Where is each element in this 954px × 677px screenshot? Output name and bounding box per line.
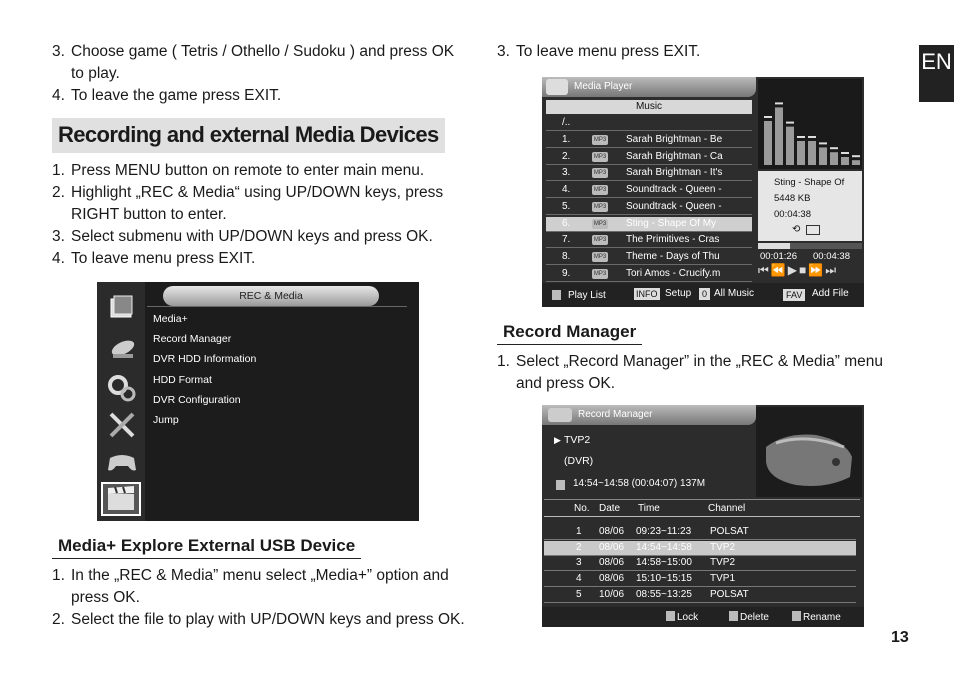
playlist-row[interactable] <box>546 200 752 215</box>
gears-icon <box>105 374 139 404</box>
row-index: 9. <box>562 267 571 279</box>
spectrum-bar <box>775 107 783 165</box>
recording-heading: Recording and external Media Devices <box>52 118 445 153</box>
spectrum-bar <box>819 147 827 165</box>
track-name: The Primitives - Cras <box>626 234 720 246</box>
spectrum-bar <box>797 141 805 165</box>
step-text: Press MENU button on remote to enter main menu. <box>71 162 425 179</box>
spectrum-bar <box>764 121 772 165</box>
rm-time-info: 14:54~14:58 (00:04:07) 137M <box>573 478 706 489</box>
stop-icon[interactable]: ■ <box>799 263 809 277</box>
playlist-row[interactable] <box>546 250 752 265</box>
recording-row[interactable] <box>544 541 856 556</box>
track-name: Sarah Brightman - Ca <box>626 150 723 162</box>
tools-icon <box>105 410 139 440</box>
step-number: 3. <box>497 43 510 60</box>
add-file-label[interactable]: Add File <box>812 288 849 299</box>
rewind-icon[interactable]: ⏪ <box>770 263 788 277</box>
step-number: 2. <box>52 611 65 628</box>
recording-date: 08/06 <box>599 573 625 585</box>
fast-forward-icon[interactable]: ⏩ <box>808 263 826 277</box>
rec-menu-item[interactable]: DVR Configuration <box>153 393 241 406</box>
track-info-panel <box>758 171 862 241</box>
repeat-icon: ⟲ <box>792 224 801 235</box>
row-index: 3. <box>562 167 571 179</box>
satellite-dish-icon <box>105 336 139 366</box>
media-player-app-icon <box>546 79 568 95</box>
step-text: Select the file to play with UP/DOWN keys and press OK. <box>71 611 465 628</box>
delete-label[interactable]: Delete <box>740 612 769 623</box>
track-name: Sting - Shape Of My <box>626 217 717 229</box>
step-item <box>52 41 466 85</box>
lock-label[interactable]: Lock <box>677 612 699 623</box>
recording-steps <box>52 160 466 270</box>
recording-row[interactable] <box>544 572 856 587</box>
mp3-file-icon: MP3 <box>593 170 607 177</box>
mp3-file-icon: MP3 <box>593 153 607 160</box>
rename-label[interactable]: Rename <box>803 612 841 623</box>
step-text: Select submenu with UP/DOWN keys and press OK. <box>71 228 433 245</box>
up-dir-row[interactable]: /.. <box>546 116 752 131</box>
spectrum-peak <box>841 152 849 154</box>
recording-time: 09:23~11:23 <box>636 526 692 537</box>
spectrum-peak <box>819 142 827 144</box>
mp3-file-icon: MP3 <box>593 187 607 194</box>
step-number: 1. <box>52 567 65 584</box>
recording-time: 14:54~14:58 <box>636 541 692 553</box>
recording-no: 4 <box>576 573 582 585</box>
media-player-folder: Music <box>546 100 752 114</box>
recording-channel: TVP1 <box>710 573 736 585</box>
step-number: 4. <box>52 87 65 104</box>
spectrum-bar <box>841 157 849 165</box>
recording-date: 08/06 <box>599 526 625 537</box>
step-text: Choose game ( Tetris / Othello / Sudoku ) and press OK to play. <box>71 43 455 82</box>
record-manager-screen <box>542 405 864 627</box>
recording-date: 10/06 <box>599 588 625 600</box>
playlist-label[interactable]: Play List <box>568 290 606 301</box>
step-number: 2. <box>52 184 65 201</box>
info-duration: 00:04:38 <box>774 209 811 220</box>
step-text: To leave menu press EXIT. <box>71 250 256 267</box>
track-name: Sarah Brightman - Be <box>626 134 723 145</box>
step-text: To leave menu press EXIT. <box>516 43 701 60</box>
recording-no: 3 <box>576 557 582 569</box>
spectrum-peak <box>808 136 816 138</box>
mp3-file-icon: MP3 <box>593 137 607 143</box>
game-steps <box>52 41 466 107</box>
playlist-row[interactable] <box>546 133 752 148</box>
row-index: 4. <box>562 184 571 196</box>
mp3-file-icon: MP3 <box>593 270 607 277</box>
recording-channel: POLSAT <box>710 526 749 537</box>
recording-time: 15:10~15:15 <box>636 573 692 585</box>
row-index: 6. <box>562 217 571 229</box>
step-text: Highlight „REC & Media“ using UP/DOWN keys, press RIGHT button to enter. <box>71 184 444 223</box>
step-item <box>52 85 466 107</box>
all-music-label[interactable]: All Music <box>714 288 755 299</box>
rec-menu-item[interactable]: Media+ <box>153 313 188 325</box>
total-time: 00:04:38 <box>813 251 850 262</box>
step-number: 1. <box>52 162 65 179</box>
record-manager-title: Record Manager <box>578 409 653 420</box>
mp3-file-icon: MP3 <box>593 253 607 260</box>
play-icon[interactable]: ▶ <box>787 263 799 277</box>
mp3-file-icon: MP3 <box>593 237 607 244</box>
recording-date: 08/06 <box>599 557 625 569</box>
zero-key[interactable]: 0 <box>699 288 710 300</box>
record-manager-app-icon <box>548 408 572 422</box>
step-item <box>52 248 466 270</box>
step-item <box>52 565 468 609</box>
recording-channel: TVP2 <box>710 557 736 569</box>
spectrum-peak <box>775 102 783 104</box>
recording-no: 1 <box>576 526 582 537</box>
skip-back-icon[interactable]: ⏮ <box>758 263 771 277</box>
spectrum-peak <box>852 155 860 157</box>
lock-key-icon <box>666 611 675 621</box>
row-index: 7. <box>562 234 571 246</box>
spectrum-peak <box>797 136 805 138</box>
record-file-icon <box>556 480 565 490</box>
spectrum-bar <box>808 141 816 165</box>
row-index: 5. <box>562 200 571 212</box>
folder-icon <box>105 294 139 324</box>
step-number: 3. <box>52 43 65 60</box>
media-plus-steps <box>52 565 468 631</box>
step-number: 1. <box>497 353 510 370</box>
progress-bar[interactable] <box>758 243 862 249</box>
skip-forward-icon[interactable]: ⏭ <box>825 263 839 277</box>
rec-menu-item[interactable]: HDD Format <box>153 373 212 386</box>
delete-key-icon <box>729 611 738 621</box>
rec-media-screen <box>97 282 419 521</box>
recording-time: 14:58~15:00 <box>636 557 692 569</box>
track-name: Soundtrack - Queen - <box>626 184 722 196</box>
row-index: 8. <box>562 250 571 262</box>
recording-date: 08/06 <box>599 541 625 553</box>
folder-small-icon <box>806 225 820 235</box>
fav-key[interactable]: FAV <box>783 289 805 301</box>
recording-preview <box>756 407 862 497</box>
step-text: In the „REC & Media” menu select „Media+” option and press OK. <box>71 567 449 606</box>
info-size: 5448 KB <box>774 193 811 204</box>
row-index: 2. <box>562 150 571 162</box>
step-number: 4. <box>52 250 65 267</box>
recording-no: 5 <box>576 588 582 600</box>
spectrum-bar <box>830 152 838 165</box>
step-number: 3. <box>52 228 65 245</box>
recording-row[interactable] <box>544 525 856 540</box>
record-manager-steps <box>497 351 913 395</box>
track-name: Tori Amos - Crucify.m <box>626 267 721 279</box>
rec-menu-item[interactable]: Record Manager <box>153 333 232 346</box>
spectrum-bar <box>786 127 794 165</box>
setup-label[interactable]: Setup <box>665 288 692 299</box>
recording-channel: POLSAT <box>710 588 749 600</box>
recording-row[interactable] <box>544 588 856 603</box>
track-name: Theme - Days of Thu <box>626 250 720 262</box>
clapperboard-icon <box>101 482 141 516</box>
mp3-file-icon: MP3 <box>593 220 607 227</box>
spectrum-peak <box>786 122 794 124</box>
step-item <box>52 160 466 182</box>
rec-menu-item[interactable]: Jump <box>153 414 179 426</box>
rm-mode: (DVR) <box>564 455 594 467</box>
step-item <box>497 41 911 63</box>
gamepad-icon <box>105 450 139 480</box>
page-number: 13 <box>891 629 909 646</box>
language-tab: EN <box>919 45 954 102</box>
rec-media-title: REC & Media <box>163 286 379 306</box>
recording-no: 2 <box>576 541 582 553</box>
rec-menu-item[interactable]: DVR HDD Information <box>153 353 257 366</box>
step-text: Select „Record Manager” in the „REC & Media” menu and press OK. <box>516 353 883 392</box>
rm-table-header: No. Date Time Channel <box>544 502 860 517</box>
track-name: Sarah Brightman - It's <box>626 167 723 179</box>
media-player-screen <box>542 77 864 307</box>
mp3-file-icon: MP3 <box>593 203 607 210</box>
step-item <box>497 351 913 395</box>
playlist-row[interactable] <box>546 217 752 232</box>
spectrum-peak <box>830 147 838 149</box>
info-key[interactable]: INFO <box>636 289 658 299</box>
recording-row[interactable] <box>544 556 856 571</box>
step-item <box>52 609 468 631</box>
row-index: 1. <box>562 134 571 145</box>
media-player-title: Media Player <box>574 81 633 92</box>
spectrum-bar <box>852 160 860 165</box>
playlist-row[interactable] <box>546 150 752 165</box>
recording-time: 08:55~13:25 <box>636 588 692 600</box>
step-item <box>52 182 466 226</box>
leave-menu-steps <box>497 41 911 63</box>
record-manager-heading: Record Manager <box>497 321 642 345</box>
rename-key-icon <box>792 611 801 621</box>
info-track: Sting - Shape Of <box>774 177 845 188</box>
playlist-row[interactable] <box>546 183 752 198</box>
playlist-row[interactable] <box>546 267 752 282</box>
channel-arrow-icon: ▶ <box>554 435 561 445</box>
step-item <box>52 226 466 248</box>
playlist-row[interactable] <box>546 233 752 248</box>
playlist-row[interactable] <box>546 166 752 181</box>
playlist-key-icon <box>552 290 561 300</box>
spectrum-panel <box>758 79 862 169</box>
spectrum-peak <box>764 116 772 118</box>
rm-channel: TVP2 <box>564 434 591 446</box>
step-text: To leave the game press EXIT. <box>71 87 282 104</box>
recording-channel: TVP2 <box>710 541 736 553</box>
track-name: Soundtrack - Queen - <box>626 200 722 212</box>
media-plus-heading: Media+ Explore External USB Device <box>52 535 361 559</box>
elapsed-time: 00:01:26 <box>760 251 797 262</box>
